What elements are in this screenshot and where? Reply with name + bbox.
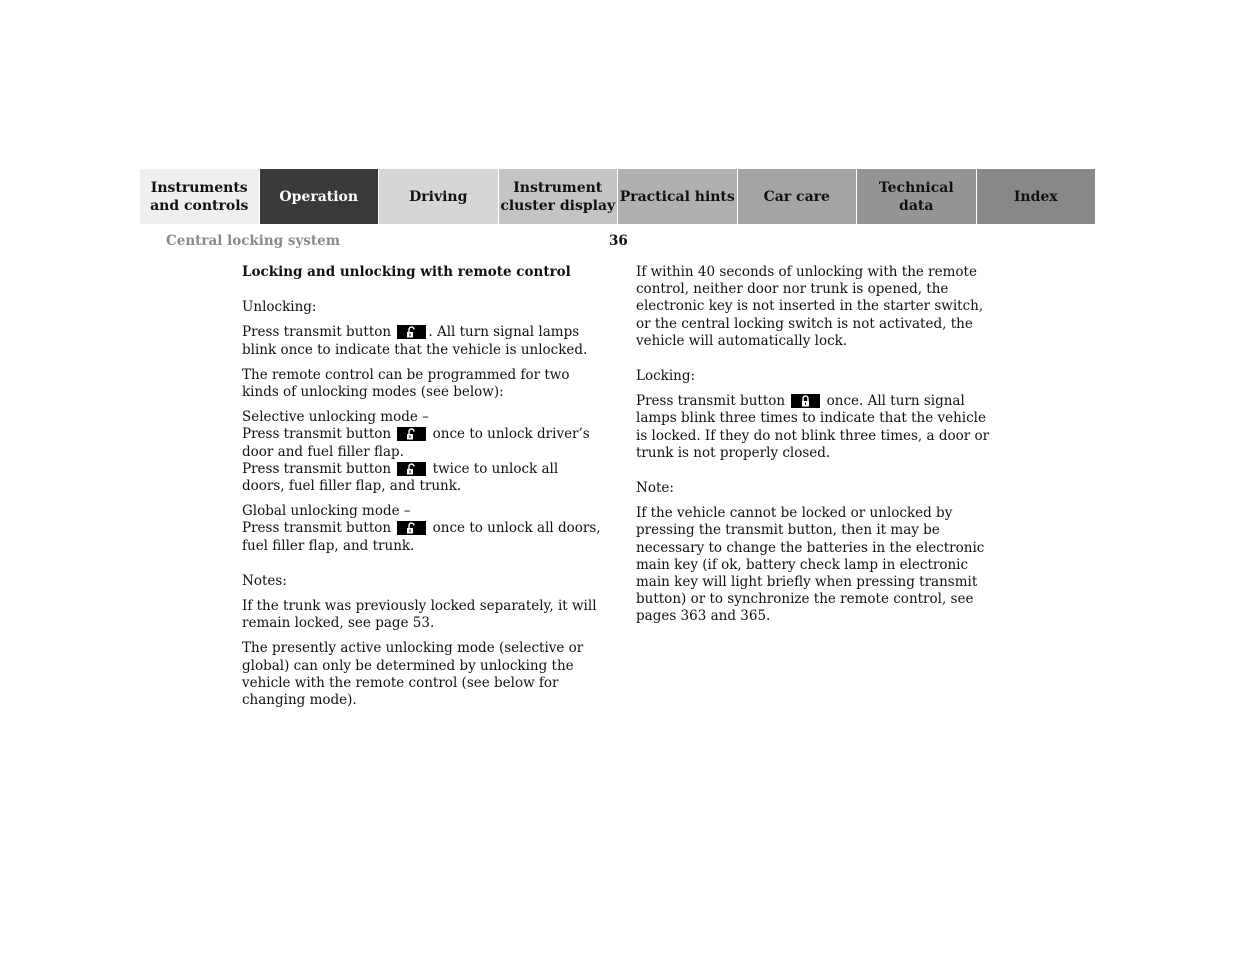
tab-driving[interactable]: Driving (379, 169, 499, 224)
note-label: Note: (636, 480, 674, 497)
global-mode-paragraph: Global unlocking mode – Press transmit button once to unlock all doors, fuel filler flap, and trunk. (242, 503, 601, 554)
note-active-mode: The presently active unlocking mode (selective or global) can only be determined by unlocking the vehicle with the remote control (see below for changing mode). (242, 640, 584, 709)
program-paragraph: The remote control can be programmed for two kinds of unlocking modes (see below): (242, 366, 570, 401)
unlock-paragraph: Press transmit button . All turn signal lamps blink once to indicate that the vehicle is unlocked. (242, 324, 588, 358)
left-column (242, 264, 604, 717)
locking-label: Locking: (636, 368, 696, 385)
note-trunk: If the trunk was previously locked separately, it will remain locked, see page 53. (242, 598, 597, 632)
lock-icon (791, 394, 820, 408)
auto-lock-paragraph: If within 40 seconds of unlocking with the remote control, neither door nor trunk is opened, the electronic key is not inserted in the starter switch, or the central locking switch is not activated, the vehicle will automatically lock. (636, 264, 984, 349)
section-heading: Locking and unlocking with remote control (242, 264, 571, 280)
tab-index[interactable]: Index (977, 169, 1096, 224)
tab-practical-hints[interactable]: Practical hints (618, 169, 738, 224)
right-column (636, 264, 998, 634)
unlock-icon (397, 427, 426, 441)
tab-technical-data[interactable]: Technical data (857, 169, 977, 224)
unlock-icon (397, 521, 426, 535)
section-nav (140, 169, 1095, 224)
lock-paragraph: Press transmit button once. All turn signal lamps blink three times to indicate that the vehicle is locked. If they do not blink three times, a door or trunk is not properly closed. (636, 393, 990, 461)
tab-car-care[interactable]: Car care (738, 169, 858, 224)
notes-label: Notes: (242, 572, 287, 589)
page-number: 36 (609, 233, 628, 249)
note-battery: If the vehicle cannot be locked or unlocked by pressing the transmit button, then it may be necessary to change the batteries in the electronic main key (if ok, battery check lamp in electronic main key will light briefly when pressing transmit button) or to synchronize the remote control, see pages 363 and 365. (636, 505, 985, 625)
selective-mode-paragraph: Selective unlocking mode – Press transmit button once to unlock driver’s door and fuel filler flap. Press transmit button twice to unlock all doors, fuel filler flap, and trunk. (242, 409, 590, 495)
section-title: Central locking system (166, 233, 341, 249)
tab-instrument-cluster-display[interactable]: Instrument cluster display (499, 169, 619, 224)
unlock-icon (397, 462, 426, 476)
unlocking-label: Unlocking: (242, 299, 317, 316)
unlock-icon (397, 325, 426, 339)
tab-instruments-and-controls[interactable]: Instruments and controls (140, 169, 260, 224)
tab-operation[interactable]: Operation (260, 169, 380, 224)
